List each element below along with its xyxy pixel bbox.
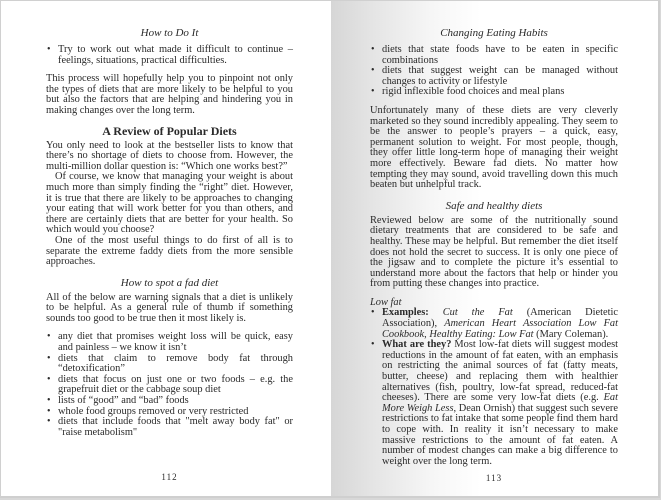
examples-label: Examples: <box>382 307 429 319</box>
paragraph: This process will hopefully help you to pinpoint not only the types of diets that are more likely to be helpful to you but also the factors that are helping and hindering you in making changes over the long term. <box>46 73 293 116</box>
book-title: American Heart Association Low Fat Cookbook <box>382 318 618 340</box>
text: (Mary Coleman). <box>533 328 609 340</box>
paragraph: Reviewed below are some of the nutritionally sound dietary treatments that are considered to be safe and healthy. These may be helpful. But remember the diet itself does not hold the secret to success. It is only one piece of the jigsaw and to complete the picture it’s essential to understand more about the factors that help or hinder you from putting these changes into practice. <box>370 214 618 290</box>
low-fat-heading: Low fat <box>370 296 402 308</box>
text: (American Dietetic Association), <box>382 307 618 330</box>
page-number: 112 <box>161 472 178 482</box>
list-item: • diets that state foods have to be eaten in specific combinations <box>370 45 618 66</box>
list-item: • rigid inflexible food choices and meal plans <box>370 87 618 98</box>
paragraph: All of the below are warning signals that a diet is unlikely to be helpful. As a general rule of thumb if something sounds too good to be true then it most likely is. <box>46 291 293 324</box>
right-page-content <box>370 27 618 467</box>
running-head: How to Do It <box>140 27 199 39</box>
what-label: What are they? <box>382 339 452 351</box>
low-fat-bullet-list <box>370 308 618 467</box>
continued-bullet-list <box>370 45 618 98</box>
running-head: Changing Eating Habits <box>440 27 548 39</box>
paragraph: Of course, we know that managing your weight is about much more than simply finding the “right” diet. However, it is true that there are likely to be approaches to changing your eating that will work better for you than others, and there are certainly diets that are better for your health. So which would you choose? <box>46 171 293 236</box>
left-page-content <box>46 27 293 438</box>
intro-bullet-list <box>46 45 293 66</box>
book-title: Healthy Eating: Low Fat <box>429 328 534 340</box>
fad-diet-bullet-list <box>46 332 293 438</box>
right-page <box>331 0 660 498</box>
text: , <box>424 328 430 340</box>
book-title: Cut the Fat <box>442 307 513 319</box>
text: , Dean Ornish) that suggest such severe restrictions to fat intake that some people find them hard to cope with. In reality it isn’t necessary to make massive restrictions to the amount of fat eaten. A number of modest changes can make a big difference to weight over the long term. <box>382 402 619 467</box>
list-item-what-are-they <box>370 340 618 467</box>
book-title: Eat More Weigh Less <box>382 392 618 414</box>
page-number: 113 <box>485 473 503 484</box>
paragraph: You only need to look at the bestseller lists to know that there’s no shortage of diets to choose from. However, the multi-million dollar question is: “Which one works best?” <box>46 139 293 172</box>
list-item: • any diet that promises weight loss will be quick, easy and painless – we know it isn’t <box>46 332 293 353</box>
list-item: • diets that claim to remove body fat through “detoxification” <box>46 354 293 375</box>
list-item: • diets that suggest weight can be managed without changes to activity or lifestyle <box>370 66 618 87</box>
subheading: How to spot a fad diet <box>120 276 219 289</box>
list-item: • diets that include foods that "melt away body fat" or "raise metabolism" <box>46 417 293 438</box>
list-item: • lists of “good” and “bad” foods <box>46 396 293 407</box>
subheading: Safe and healthy diets <box>445 199 543 212</box>
list-item: • Try to work out what made it difficult to continue – feelings, situations, practical difficulties. <box>46 45 293 66</box>
paragraph: Unfortunately many of these diets are very cleverly marketed so they sound incredibly appealing. They seem to be the answer to people’s prayers – a quick, easy, permanent solution to weight. For most people, though, they offer little long-term hope of managing their weight more effectively. Beware fad diets. No matter how tempting they may sound, avoid travelling down this much beaten but unhelpful track. <box>370 104 618 191</box>
text: Most low-fat diets will suggest modest reductions in the amount of fat eaten, with an emphasis on restricting the animal sources of fat (fatty meats, butter, cheese) and replacing them with healthier alternatives (fish, poultry, low-fat spread, reduced-fat cheeses). There are some very low-fat diets (e.g. <box>382 339 618 404</box>
paragraph: One of the most useful things to do first of all is to separate the extreme faddy diets from the more sensible approaches. <box>46 234 293 268</box>
list-item: • whole food groups removed or very restricted <box>46 407 293 418</box>
list-item: • diets that focus on just one or two foods – e.g. the grapefruit diet or the cabbage soup diet <box>46 375 293 396</box>
left-page <box>0 0 331 498</box>
list-item-examples <box>370 308 618 340</box>
section-heading: A Review of Popular Diets <box>102 123 237 138</box>
